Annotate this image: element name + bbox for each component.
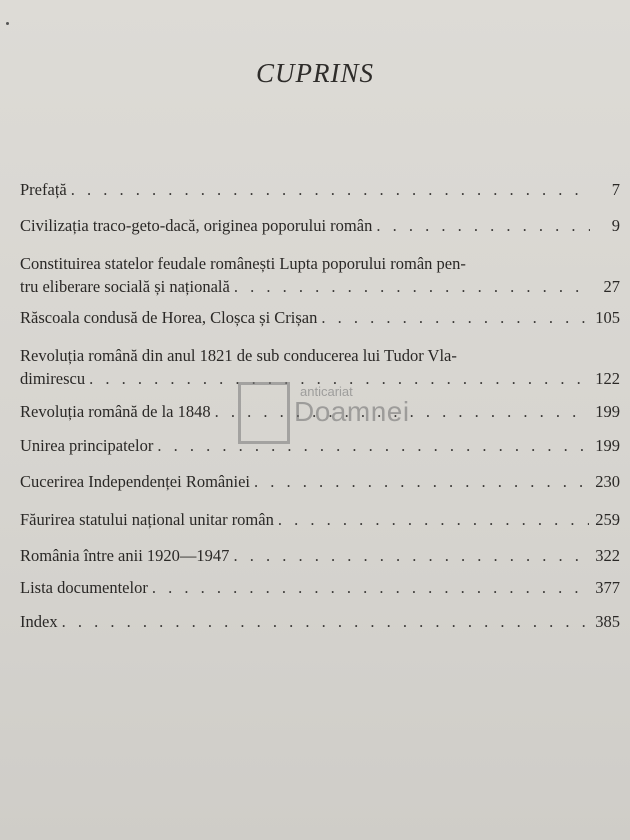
toc-entry xyxy=(20,400,620,423)
toc-page-number: 377 xyxy=(595,578,620,597)
toc-page-number: 7 xyxy=(611,180,620,199)
leader-dots xyxy=(321,306,589,329)
toc-entry xyxy=(20,470,620,493)
toc-entry-title: Prefață xyxy=(20,180,67,199)
toc-entry xyxy=(20,252,620,298)
toc-entry xyxy=(20,344,620,390)
toc-entry-title-continued: dimirescu xyxy=(20,369,86,388)
leader-dots xyxy=(233,544,589,567)
toc-entry-title: Cucerirea Independenței României xyxy=(20,472,250,491)
toc-entry-title-continued: tru eliberare socială și națională xyxy=(20,277,230,296)
leader-dots xyxy=(376,214,590,237)
leader-dots xyxy=(278,508,589,531)
toc-page-number: 230 xyxy=(595,472,620,491)
leader-dots xyxy=(71,178,590,201)
toc-entry-title: Index xyxy=(20,612,58,631)
toc-entry-title: Revoluția română de la 1848 xyxy=(20,402,211,421)
toc-page-number: 385 xyxy=(595,612,620,631)
toc-entry-title: Unirea principatelor xyxy=(20,436,154,455)
toc-page-number: 259 xyxy=(595,510,620,529)
leader-dots xyxy=(215,400,590,423)
toc-entry xyxy=(20,178,620,201)
watermark-big-text: Doamnei xyxy=(294,396,410,427)
leader-dots xyxy=(254,470,589,493)
toc-page-number: 27 xyxy=(603,277,620,296)
toc-entry xyxy=(20,434,620,457)
toc-entry-title: Lista documentelor xyxy=(20,578,148,597)
toc-page-number: 122 xyxy=(595,369,620,388)
toc-page-number: 199 xyxy=(595,402,620,421)
toc-entry xyxy=(20,544,620,567)
leader-dots xyxy=(234,275,590,298)
page-title: CUPRINS xyxy=(256,58,374,88)
toc-entry-title: România între anii 1920—1947 xyxy=(20,546,230,565)
toc-page-number: 105 xyxy=(595,308,620,327)
leader-dots xyxy=(89,367,589,390)
toc-entry-title: Civilizația traco-geto-dacă, originea poporului român xyxy=(20,216,373,235)
toc-page-number: 322 xyxy=(595,546,620,565)
toc-page-number: 199 xyxy=(595,436,620,455)
toc-entry-title: Răscoala condusă de Horea, Cloșca și Crișan xyxy=(20,308,318,327)
watermark-small-text: anticariat xyxy=(300,384,353,399)
toc-entry xyxy=(20,508,620,531)
leader-dots xyxy=(152,576,589,599)
toc-page-number: 9 xyxy=(611,216,620,235)
toc-entry-title: Făurirea statului național unitar român xyxy=(20,510,274,529)
leader-dots xyxy=(62,610,590,633)
page-speck xyxy=(6,22,9,25)
leader-dots xyxy=(157,434,589,457)
toc-entry xyxy=(20,610,620,633)
toc-entry xyxy=(20,214,620,237)
toc-entry xyxy=(20,306,620,329)
toc-entry-title: Revoluția română din anul 1821 de sub conducerea lui Tudor Vla- xyxy=(20,346,457,365)
toc-entry xyxy=(20,576,620,599)
toc-entry-title: Constituirea statelor feudale românești Lupta poporului român pen- xyxy=(20,254,466,273)
